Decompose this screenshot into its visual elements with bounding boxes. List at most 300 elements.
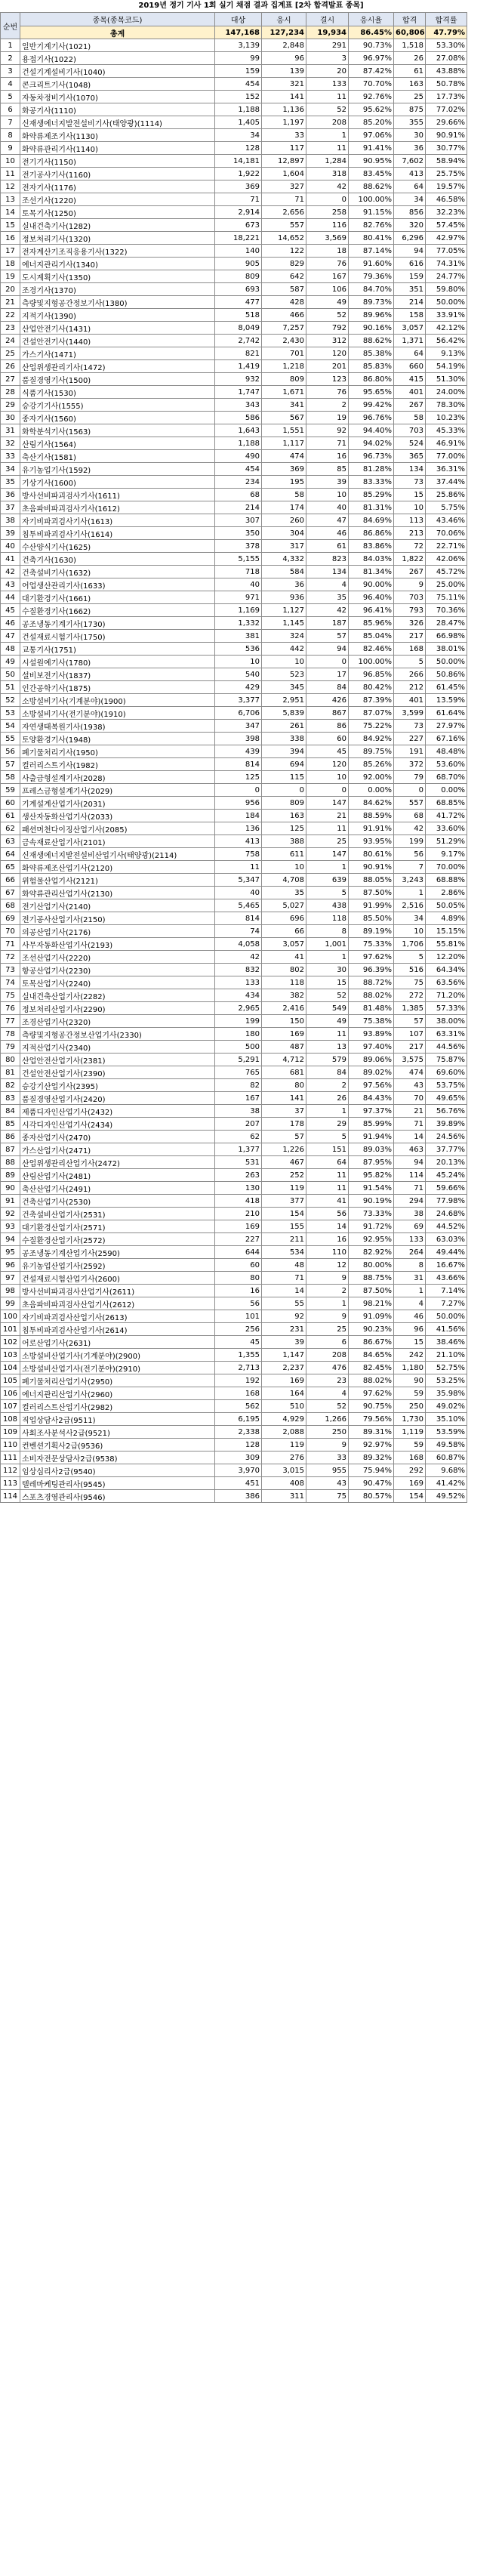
row-rate: 90.91% [349,861,394,874]
row-target: 99 [215,52,262,65]
row-name: 건설안전산업기사(2390) [20,1066,215,1079]
row-name: 산림기사(1564) [20,437,215,450]
row-target: 62 [215,1131,262,1143]
row-passrate: 21.10% [426,1349,467,1362]
row-target: 586 [215,412,262,424]
row-pass: 30 [394,129,426,142]
row-pass: 703 [394,591,426,604]
table-row [1,1182,502,1195]
row-pass: 168 [394,1452,426,1464]
row-name: 소방설비기사(전기분야)(1910) [20,707,215,720]
row-name: 수산양식기사(1625) [20,540,215,553]
row-target: 500 [215,1041,262,1054]
row-absent: 134 [306,566,349,578]
row-absent: 11 [306,1028,349,1041]
row-applicants: 80 [262,1079,306,1092]
table-row [1,1054,502,1066]
table-row [1,103,502,116]
row-no: 15 [1,219,20,232]
row-rate: 91.99% [349,899,394,912]
row-pass: 351 [394,283,426,296]
row-passrate: 53.75% [426,1079,467,1092]
row-no: 94 [1,1233,20,1246]
row-name: 종자산업기사(2470) [20,1131,215,1143]
row-applicants: 117 [262,142,306,155]
row-pass: 36 [394,142,426,155]
row-pass: 5 [394,951,426,964]
row-rate: 89.19% [349,925,394,938]
row-target: 16 [215,1285,262,1297]
row-absent: 39 [306,476,349,489]
row-rate: 100.00% [349,656,394,668]
row-applicants: 587 [262,283,306,296]
row-applicants: 696 [262,912,306,925]
header-applicants: 응시 [262,13,306,26]
row-target: 192 [215,1374,262,1387]
table-row [1,1092,502,1105]
row-rate: 85.26% [349,758,394,771]
row-absent: 2 [306,1079,349,1092]
table-row [1,437,502,450]
row-rate: 90.16% [349,322,394,335]
table-row [1,65,502,78]
row-absent: 16 [306,450,349,463]
row-target: 2,965 [215,1002,262,1015]
row-absent: 1 [306,1297,349,1310]
row-rate: 85.96% [349,617,394,630]
row-absent: 11 [306,822,349,835]
row-passrate: 20.13% [426,1156,467,1169]
row-rate: 88.62% [349,335,394,347]
row-applicants: 141 [262,1092,306,1105]
row-name: 화약류관리기사(1140) [20,142,215,155]
row-applicants: 317 [262,540,306,553]
row-no: 109 [1,1426,20,1439]
row-name: 소비자전문상담사2급(9538) [20,1452,215,1464]
row-target: 136 [215,822,262,835]
row-applicants: 338 [262,733,306,745]
row-passrate: 41.42% [426,1477,467,1490]
row-absent: 579 [306,1054,349,1066]
row-target: 439 [215,745,262,758]
row-rate: 96.73% [349,450,394,463]
table-row [1,245,502,258]
row-name: 어업생산관리기사(1633) [20,578,215,591]
row-target: 956 [215,797,262,810]
row-passrate: 43.66% [426,1272,467,1285]
row-no: 79 [1,1041,20,1054]
row-rate: 90.73% [349,39,394,52]
row-absent: 11 [306,91,349,103]
row-target: 309 [215,1452,262,1464]
row-rate: 88.02% [349,1374,394,1387]
row-rate: 91.41% [349,142,394,155]
row-applicants: 48 [262,1259,306,1272]
row-target: 1,419 [215,360,262,373]
row-rate: 96.85% [349,668,394,681]
row-name: 사회조사분석사2급(9521) [20,1426,215,1439]
row-absent: 5 [306,887,349,899]
row-absent: 84 [306,1066,349,1079]
row-applicants: 71 [262,1272,306,1285]
row-target: 809 [215,270,262,283]
row-rate: 90.19% [349,1195,394,1208]
row-target: 38 [215,1105,262,1118]
table-row [1,745,502,758]
row-absent: 85 [306,463,349,476]
row-absent: 13 [306,1041,349,1054]
table-row [1,925,502,938]
row-pass: 58 [394,412,426,424]
row-rate: 92.95% [349,1233,394,1246]
row-applicants: 1,218 [262,360,306,373]
row-name: 건설기계설비기사(1040) [20,65,215,78]
row-pass: 793 [394,604,426,617]
table-row [1,591,502,604]
row-rate: 84.43% [349,1092,394,1105]
row-target: 2,914 [215,206,262,219]
row-applicants: 14 [262,1285,306,1297]
row-target: 540 [215,668,262,681]
row-no: 40 [1,540,20,553]
row-name: 지적산업기사(2340) [20,1041,215,1054]
row-target: 307 [215,514,262,527]
row-target: 125 [215,771,262,784]
row-name: 지적기사(1390) [20,309,215,322]
row-passrate: 9.68% [426,1464,467,1477]
row-target: 1,405 [215,116,262,129]
row-passrate: 37.44% [426,476,467,489]
row-rate: 85.20% [349,116,394,129]
row-applicants: 169 [262,1028,306,1041]
row-no: 7 [1,116,20,129]
table-row [1,1336,502,1349]
row-no: 65 [1,861,20,874]
row-name: 전자계산기조직응용기사(1322) [20,245,215,258]
table-row [1,822,502,835]
row-no: 113 [1,1477,20,1490]
row-target: 1,922 [215,168,262,180]
row-absent: 867 [306,707,349,720]
row-pass: 1,371 [394,335,426,347]
row-passrate: 77.00% [426,450,467,463]
row-name: 가스산업기사(2471) [20,1143,215,1156]
row-applicants: 122 [262,245,306,258]
row-target: 6,706 [215,707,262,720]
header-row [1,13,502,26]
row-name: 산업안전기사(1431) [20,322,215,335]
row-applicants: 58 [262,489,306,501]
row-no: 75 [1,989,20,1002]
row-no: 82 [1,1079,20,1092]
row-rate: 94.02% [349,437,394,450]
row-rate: 87.39% [349,694,394,707]
row-target: 536 [215,643,262,656]
table-row [1,412,502,424]
table-row [1,1297,502,1310]
row-rate: 84.65% [349,1349,394,1362]
row-passrate: 25.00% [426,578,467,591]
row-rate: 82.76% [349,219,394,232]
row-pass: 3,243 [394,874,426,887]
table-row [1,155,502,168]
row-passrate: 51.30% [426,373,467,386]
row-target: 199 [215,1015,262,1028]
row-pass: 75 [394,976,426,989]
row-applicants: 466 [262,309,306,322]
row-passrate: 75.87% [426,1054,467,1066]
row-absent: 118 [306,912,349,925]
row-pass: 292 [394,1464,426,1477]
row-target: 369 [215,180,262,193]
row-no: 64 [1,848,20,861]
header-passrate: 합격률 [426,13,467,26]
row-no: 59 [1,784,20,797]
row-passrate: 43.88% [426,65,467,78]
row-name: 패션머천다이징산업기사(2085) [20,822,215,835]
row-passrate: 37.77% [426,1143,467,1156]
row-no: 13 [1,193,20,206]
table-row [1,1028,502,1041]
row-no: 47 [1,630,20,643]
row-passrate: 61.64% [426,707,467,720]
row-pass: 1,730 [394,1413,426,1426]
row-no: 26 [1,360,20,373]
row-rate: 90.47% [349,1477,394,1490]
row-passrate: 35.98% [426,1387,467,1400]
row-target: 18,221 [215,232,262,245]
row-name: 화약류제조산업기사(2120) [20,861,215,874]
row-applicants: 36 [262,578,306,591]
row-no: 46 [1,617,20,630]
row-passrate: 57.45% [426,219,467,232]
row-target: 3,139 [215,39,262,52]
row-pass: 372 [394,758,426,771]
row-rate: 90.23% [349,1323,394,1336]
row-passrate: 38.01% [426,643,467,656]
table-row [1,1413,502,1426]
row-absent: 208 [306,116,349,129]
row-passrate: 52.75% [426,1362,467,1374]
row-applicants: 408 [262,1477,306,1490]
row-name: 인간공학기사(1875) [20,681,215,694]
row-no: 88 [1,1156,20,1169]
row-name: 조경산업기사(2320) [20,1015,215,1028]
row-applicants: 141 [262,91,306,103]
row-pass: 660 [394,360,426,373]
row-target: 60 [215,1259,262,1272]
row-passrate: 24.56% [426,1131,467,1143]
row-name: 종자기사(1560) [20,412,215,424]
row-applicants: 35 [262,887,306,899]
row-applicants: 2,430 [262,335,306,347]
row-absent: 123 [306,373,349,386]
row-pass: 516 [394,964,426,976]
row-pass: 15 [394,489,426,501]
row-no: 57 [1,758,20,771]
row-pass: 474 [394,1066,426,1079]
row-passrate: 29.66% [426,116,467,129]
row-passrate: 13.59% [426,694,467,707]
row-pass: 34 [394,193,426,206]
row-rate: 80.57% [349,1490,394,1503]
row-no: 48 [1,643,20,656]
row-pass: 68 [394,810,426,822]
row-rate: 95.65% [349,386,394,399]
row-applicants: 523 [262,668,306,681]
row-no: 66 [1,874,20,887]
row-absent: 76 [306,258,349,270]
row-target: 227 [215,1233,262,1246]
row-name: 임상심리사2급(9540) [20,1464,215,1477]
row-no: 53 [1,707,20,720]
row-applicants: 701 [262,347,306,360]
table-row [1,1452,502,1464]
row-name: 건축설비기사(1632) [20,566,215,578]
row-target: 74 [215,925,262,938]
row-pass: 6,296 [394,232,426,245]
row-absent: 0 [306,656,349,668]
row-name: 건설안전기사(1440) [20,335,215,347]
row-target: 434 [215,989,262,1002]
row-name: 전기공사산업기사(2150) [20,912,215,925]
row-no: 102 [1,1336,20,1349]
row-absent: 17 [306,668,349,681]
row-rate: 89.73% [349,296,394,309]
row-passrate: 50.00% [426,296,467,309]
table-row [1,335,502,347]
row-passrate: 24.68% [426,1208,467,1220]
row-applicants: 195 [262,476,306,489]
row-target: 5,347 [215,874,262,887]
row-pass: 463 [394,1143,426,1156]
row-no: 63 [1,835,20,848]
row-rate: 73.33% [349,1208,394,1220]
row-no: 29 [1,399,20,412]
row-no: 8 [1,129,20,142]
row-no: 73 [1,964,20,976]
table-row [1,1400,502,1413]
row-target: 1,747 [215,386,262,399]
row-name: 제품디자인산업기사(2432) [20,1105,215,1118]
row-no: 54 [1,720,20,733]
row-target: 562 [215,1400,262,1413]
row-no: 90 [1,1182,20,1195]
row-pass: 113 [394,514,426,527]
header-pass: 합격 [394,13,426,26]
row-absent: 26 [306,1092,349,1105]
row-no: 20 [1,283,20,296]
row-rate: 89.32% [349,1452,394,1464]
row-passrate: 12.20% [426,951,467,964]
row-absent: 42 [306,180,349,193]
row-passrate: 53.30% [426,39,467,52]
row-absent: 1,284 [306,155,349,168]
row-absent: 9 [306,1310,349,1323]
row-target: 1,643 [215,424,262,437]
row-name: 가스기사(1471) [20,347,215,360]
row-passrate: 42.12% [426,322,467,335]
table-row [1,861,502,874]
row-target: 40 [215,578,262,591]
row-no: 24 [1,335,20,347]
row-no: 4 [1,78,20,91]
row-no: 42 [1,566,20,578]
row-pass: 10 [394,501,426,514]
row-absent: 5 [306,1131,349,1143]
row-applicants: 567 [262,412,306,424]
row-no: 52 [1,694,20,707]
row-rate: 88.05% [349,874,394,887]
row-absent: 30 [306,964,349,976]
row-no: 110 [1,1439,20,1452]
row-rate: 75.33% [349,938,394,951]
row-rate: 80.42% [349,681,394,694]
row-absent: 9 [306,1439,349,1452]
row-absent: 41 [306,1195,349,1208]
row-name: 화공기사(1110) [20,103,215,116]
row-pass: 267 [394,399,426,412]
row-no: 11 [1,168,20,180]
row-absent: 46 [306,527,349,540]
row-no: 99 [1,1297,20,1310]
row-absent: 120 [306,758,349,771]
row-absent: 3 [306,52,349,65]
total-label: 총계 [20,26,215,39]
row-no: 74 [1,976,20,989]
total-passrate: 47.79% [426,26,467,39]
row-no: 101 [1,1323,20,1336]
row-applicants: 327 [262,180,306,193]
row-absent: 33 [306,1452,349,1464]
row-absent: 25 [306,835,349,848]
row-rate: 96.41% [349,604,394,617]
row-name: 항공산업기사(2230) [20,964,215,976]
row-rate: 90.75% [349,1400,394,1413]
row-absent: 823 [306,553,349,566]
row-applicants: 178 [262,1118,306,1131]
row-passrate: 42.97% [426,232,467,245]
row-rate: 93.95% [349,835,394,848]
row-target: 128 [215,1439,262,1452]
row-target: 14,181 [215,155,262,168]
row-passrate: 53.59% [426,1426,467,1439]
row-pass: 191 [394,745,426,758]
row-applicants: 231 [262,1323,306,1336]
table-row [1,1169,502,1182]
row-rate: 75.38% [349,1015,394,1028]
row-pass: 5 [394,656,426,668]
row-no: 81 [1,1066,20,1079]
table-row [1,309,502,322]
row-name: 콘크리트기사(1048) [20,78,215,91]
row-applicants: 474 [262,450,306,463]
row-absent: 60 [306,733,349,745]
row-passrate: 30.77% [426,142,467,155]
row-passrate: 57.33% [426,1002,467,1015]
row-passrate: 50.78% [426,78,467,91]
row-applicants: 7,257 [262,322,306,335]
header-absent: 결시 [306,13,349,26]
row-absent: 2 [306,1285,349,1297]
row-no: 83 [1,1092,20,1105]
row-passrate: 53.60% [426,758,467,771]
row-pass: 94 [394,245,426,258]
row-passrate: 25.86% [426,489,467,501]
row-pass: 320 [394,219,426,232]
row-applicants: 394 [262,745,306,758]
row-absent: 52 [306,1400,349,1413]
